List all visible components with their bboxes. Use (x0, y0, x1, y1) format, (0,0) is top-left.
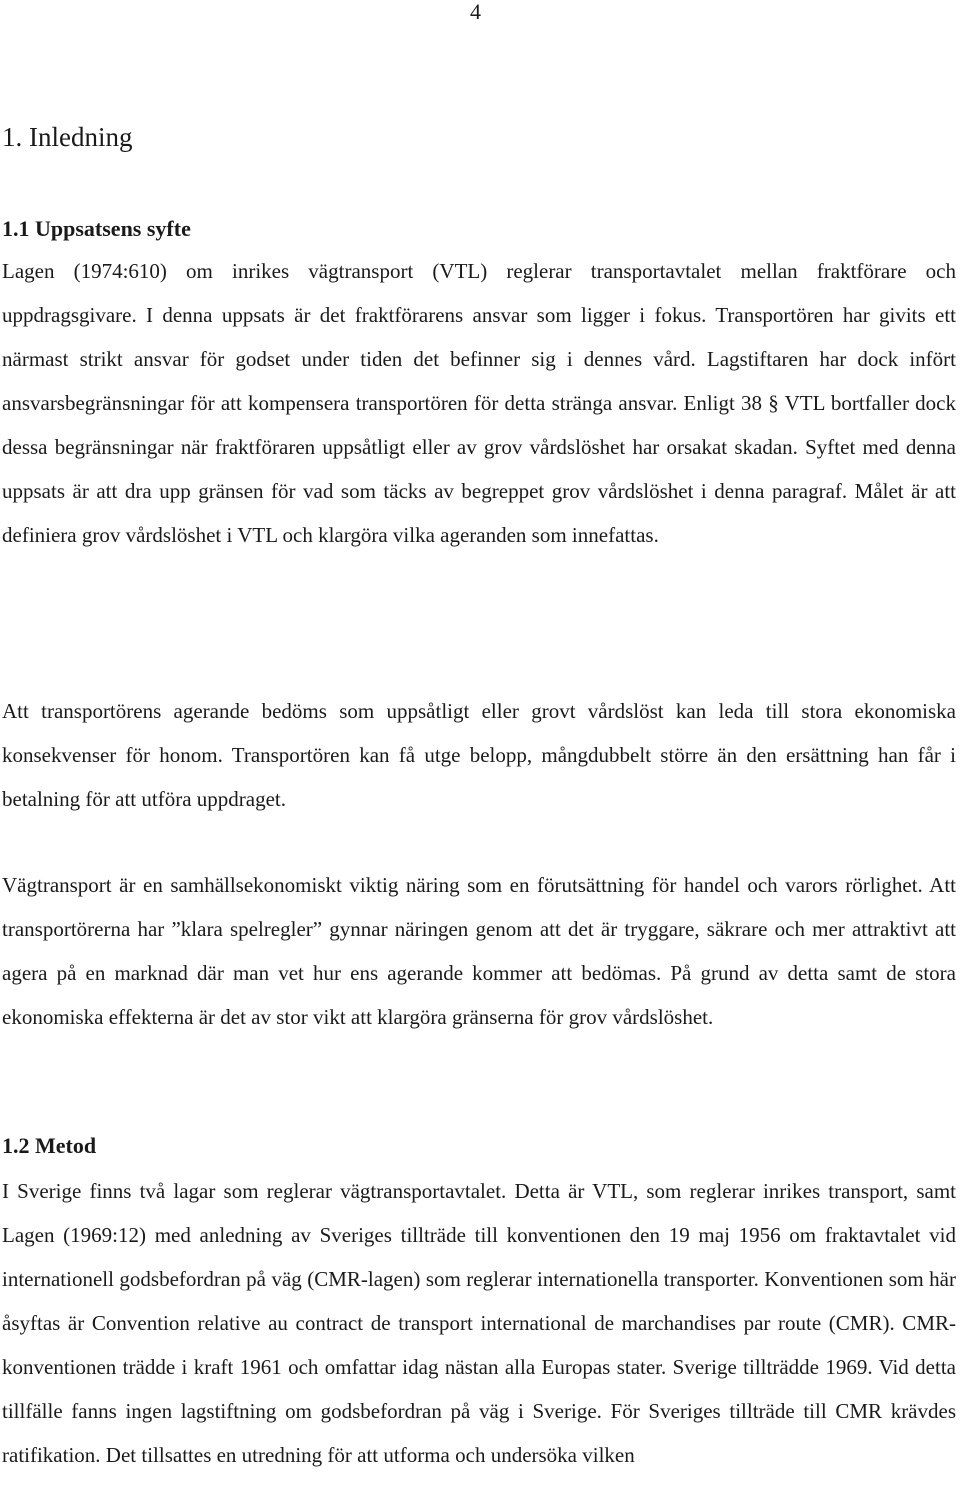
chapter-title: 1. Inledning (2, 122, 133, 152)
paragraph-purpose-3: Vägtransport är en samhällsekonomiskt viktig näring som en förutsättning för handel och varors rörlighet. Att transportörerna har ”klara spelregler” gynnar näringen genom att det är tryggare, säkrare och mer attraktivt att agera på en marknad där man vet hur ens agerande kommer att bedömas. På grund av detta samt de stora ekonomiska effekterna är det av stor vikt att klargöra gränserna för grov vårdslöshet. (2, 873, 956, 1029)
page-number: 4 (470, 0, 481, 24)
section-title-method: 1.2 Metod (2, 1133, 97, 1158)
paragraph-purpose-2: Att transportörens agerande bedöms som uppsåtligt eller grovt vårdslöst kan leda till stora ekonomiska konsekvenser för honom. Transportören kan få utge belopp, mångdubbelt större än den ersättning han får i betalning för att utföra uppdraget. (2, 699, 956, 811)
paragraph-method-1: I Sverige finns två lagar som reglerar vägtransportavtalet. Detta är VTL, som reglerar inrikes transport, samt Lagen (1969:12) med anledning av Sveriges tillträde till konventionen den 19 maj 1956 om fraktavtalet vid internationell godsbefordran på väg (CMR-lagen) som reglerar internationella transporter. Konventionen som här åsyftas är Convention relative au contract de transport international de marchandises par route (CMR). CMR-konventionen trädde i kraft 1961 och omfattar idag nästan alla Europas stater. Sverige tillträdde 1969. Vid detta tillfälle fanns ingen lagstiftning om godsbefordran på väg i Sverige. För Sveriges tillträde till CMR krävdes ratifikation. Det tillsattes en utredning för att utforma och undersöka vilken (2, 1179, 956, 1467)
section-title-purpose: 1.1 Uppsatsens syfte (2, 216, 191, 241)
paragraph-purpose-1: Lagen (1974:610) om inrikes vägtransport (VTL) reglerar transportavtalet mellan fraktförare och uppdragsgivare. I denna uppsats är det fraktförarens ansvar som ligger i fokus. Transportören har givits ett närmast strikt ansvar för godset under tiden det befinner sig i dennes vård. Lagstiftaren har dock infört ansvarsbegränsningar för att kompensera transportören för detta stränga ansvar. Enligt 38 § VTL bortfaller dock dessa begränsningar när fraktföraren uppsåtligt eller av grov vårdslöshet har orsakat skadan. Syftet med denna uppsats är att dra upp gränsen för vad som täcks av begreppet grov vårdslöshet i denna paragraf. Målet är att definiera grov vårdslöshet i VTL och klargöra vilka ageranden som innefattas. (2, 259, 956, 547)
